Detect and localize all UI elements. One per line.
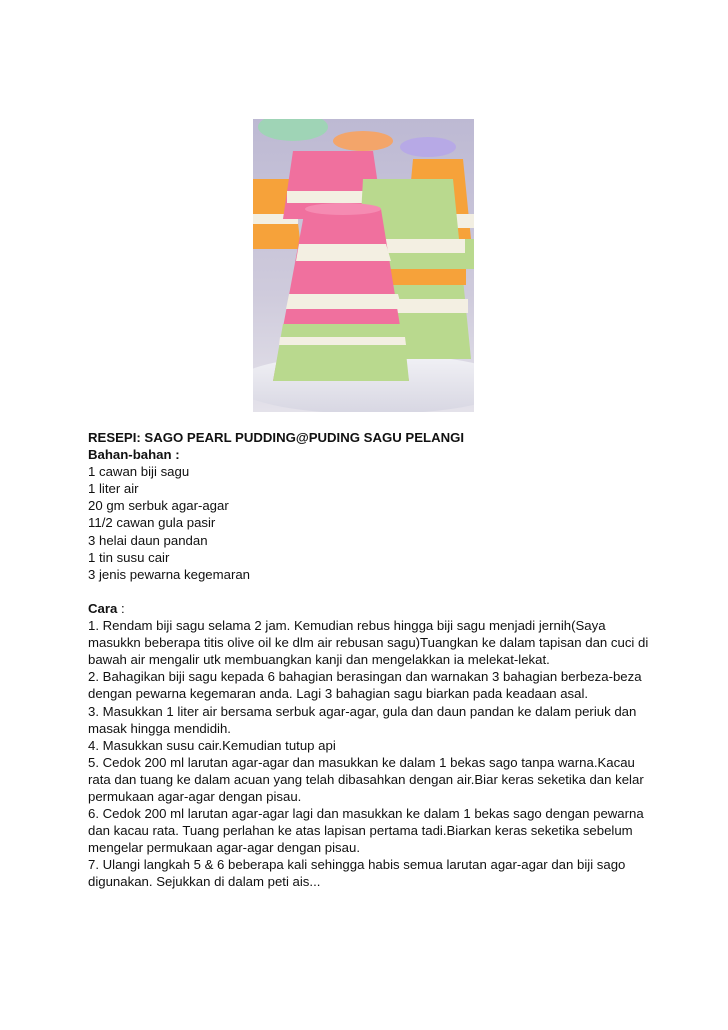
step-line: 7. Ulangi langkah 5 & 6 beberapa kali sehingga habis semua larutan agar-agar dan biji sago: [88, 857, 626, 873]
step-5: [88, 754, 648, 805]
step-3: [88, 703, 648, 737]
pudding-photo: [253, 119, 474, 412]
step-7: [88, 856, 648, 890]
step-line: 6. Cedok 200 ml larutan agar-agar lagi dan masukkan ke dalam 1 bekas sago dengan pewarna: [88, 806, 644, 822]
step-line: 3. Masukkan 1 liter air bersama serbuk agar-agar, gula dan daun pandan ke dalam periuk dan: [88, 703, 637, 719]
ingredient-item: 11/2 cawan gula pasir: [88, 515, 216, 531]
step-2: [88, 668, 648, 702]
step-line: dan kacau rata. Tuang perlahan ke atas lapisan pertama tadi.Biarkan keras seketika sebelum: [88, 823, 633, 839]
method-steps: [88, 617, 648, 891]
ingredient-item: 1 liter air: [88, 481, 139, 497]
recipe-title: RESEPI: SAGO PEARL PUDDING@PUDING SAGU PELANGI: [88, 430, 465, 445]
step-line: bawah air mengalir utk membuangkan kanji dan mengelakkan ia melekat-lekat.: [88, 652, 550, 668]
step-1: [88, 617, 648, 668]
step-line: rata dan tuang ke dalam acuan yang telah dibasahkan dengan air.Biar keras seketika dan kelar: [88, 771, 644, 787]
step-line: 5. Cedok 200 ml larutan agar-agar dan masukkan ke dalam 1 bekas sago tanpa warna.Kacau: [88, 754, 635, 770]
method-heading: [88, 600, 648, 617]
step-line: 4. Masukkan susu cair.Kemudian tutup api: [88, 737, 336, 753]
step-line: masukkn beberapa titis olive oil ke dlm air rebusan sagu)Tuangkan ke dalam tapisan dan cuci di: [88, 635, 649, 651]
method-heading-colon: :: [117, 600, 125, 616]
step-line: dengan pewarna kegemaran anda. Lagi 3 bahagian sagu biarkan pada keadaan asal.: [88, 686, 589, 702]
ingredients-heading: Bahan-bahan :: [88, 447, 180, 463]
step-6: [88, 805, 648, 856]
method-heading-label: Cara: [88, 600, 118, 616]
step-line: digunakan. Sejukkan di dalam peti ais...: [88, 874, 321, 890]
ingredient-item: 3 jenis pewarna kegemaran: [88, 566, 251, 582]
step-line: 2. Bahagikan biji sagu kepada 6 bahagian berasingan dan warnakan 3 bahagian berbeza-beza: [88, 669, 642, 685]
ingredient-item: 20 gm serbuk agar-agar: [88, 498, 229, 514]
ingredients-list: [88, 463, 648, 583]
ingredient-item: 1 tin susu cair: [88, 549, 170, 565]
step-line: permukaan agar-agar dengan pisau.: [88, 788, 302, 804]
step-line: mengelar permukaan agar-agar dengan pisau.: [88, 840, 360, 856]
step-line: masak hingga mendidih.: [88, 720, 231, 736]
step-4: [88, 737, 648, 754]
ingredient-item: 3 helai daun pandan: [88, 532, 208, 548]
step-line: 1. Rendam biji sagu selama 2 jam. Kemudian rebus hingga biji sagu menjadi jernih(Saya: [88, 618, 606, 634]
pudding-illustration: [253, 119, 474, 412]
recipe-text: [88, 429, 648, 891]
ingredient-item: 1 cawan biji sagu: [88, 464, 190, 480]
